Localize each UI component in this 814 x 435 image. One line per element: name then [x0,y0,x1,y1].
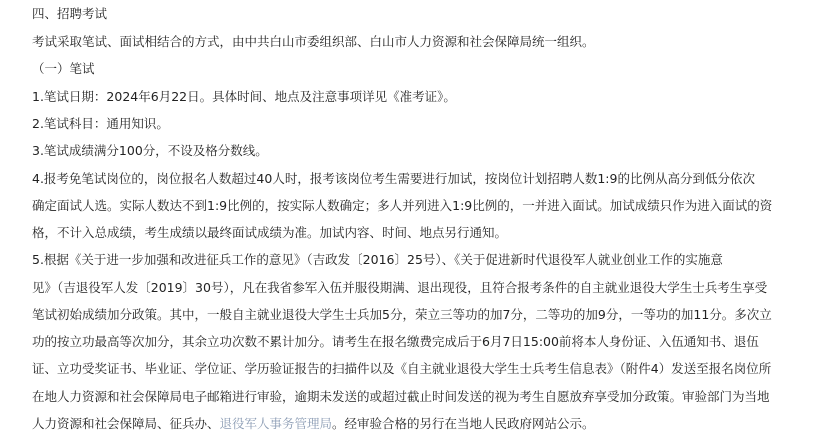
item-3: 3.笔试成绩满分100分，不设及格分数线。 [32,143,268,158]
item-1: 1.笔试日期：2024年6月22日。具体时间、地点及注意事项详见《准考证》。 [32,89,456,104]
item-5-line: 笔试初始成绩加分政策。其中，一般自主就业退役大学生士兵加5分，荣立三等功的加7分，二等功的加9分，一等功的加11分。多次立 [32,307,772,322]
section-heading: 四、招聘考试 [32,6,108,21]
subheading: （一）笔试 [32,61,95,76]
item-4-line: 格，不计入总成绩，考生成绩以最终面试成绩为准。加试内容、时间、地点另行通知。 [32,225,508,240]
item-5-line: 在地人力资源和社会保障局电子邮箱进行审验，逾期未发送的或超过截止时间发送的视为考生自愿放弃享受加分政策。审验部门为当地 [32,389,770,404]
item-5-line: 见》（吉退役军人发〔2019〕30号），凡在我省参军入伍并服役期满、退出现役，且符合报考条件的自主就业退役大学生士兵考生享受 [32,280,768,295]
item-5-line: 功的按立功最高等次加分，其余立功次数不累计加分。请考生在报名缴费完成后于6月7日15:00前将本人身份证、入伍通知书、退伍 [32,334,759,349]
item-4-line: 确定面试人选。实际人数达不到1:9比例的，按实际人数确定；多人并列进入1:9比例的，一并进入面试。加试成绩只作为进入面试的资 [32,198,773,213]
veterans-affairs-link[interactable]: 退役军人事务管理局 [219,416,333,431]
item-4-line: 4.报考免笔试岗位的，岗位报名人数超过40人时，报考该岗位考生需要进行加试，按岗位计划招聘人数1:9的比例从高分到低分依次 [32,171,755,186]
item-5-line: 证、立功受奖证书、毕业证、学位证、学历验证报告的扫描件以及《自主就业退役大学生士兵考生信息表》（附件4）发送至报名岗位所 [32,361,772,376]
item-2: 2.笔试科目：通用知识。 [32,116,169,131]
item-5-line: 5.根据《关于进一步加强和改进征兵工作的意见》（吉政发〔2016〕25号）、《关于促进新时代退役军人就业创业工作的实施意 [32,252,723,267]
item-5-last-text-before: 人力资源和社会保障局、征兵办、 [32,416,220,431]
item-5-last-text-after: 。经审验合格的另行在当地人民政府网站公示。 [332,416,595,431]
intro-paragraph: 考试采取笔试、面试相结合的方式，由中共白山市委组织部、白山市人力资源和社会保障局统一组织。 [32,34,595,49]
item-5-last-line [32,416,595,432]
